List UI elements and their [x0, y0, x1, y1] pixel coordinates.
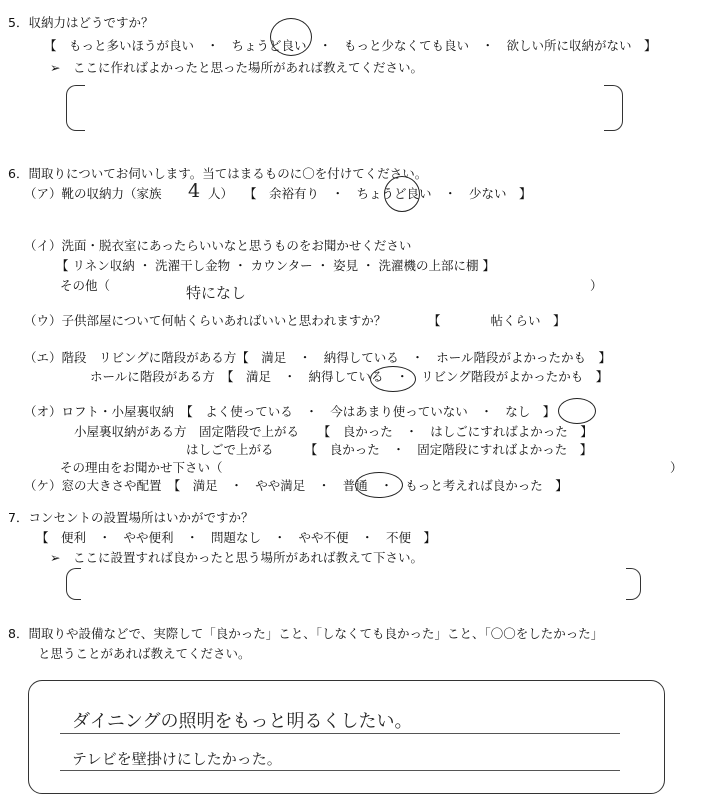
q5-answer-box-right — [604, 85, 623, 131]
q6-o-reason: その理由をお聞かせ下さい（ — [60, 460, 223, 475]
q6-title: 6．間取りについてお伺いします。当てはまるものに〇を付けてください。 — [8, 166, 428, 181]
q6-i-label: （イ）洗面・脱衣室にあったらいいなと思うものをお聞かせください — [24, 238, 412, 253]
q6-a-label: （ア）靴の収納力（家族 — [24, 186, 162, 201]
q6-o-sub2: はしごで上がる 【 良かった ・ 固定階段にすればよかった 】 — [186, 442, 593, 457]
q6-ke-answer-circle — [355, 472, 403, 498]
q6-e-label2: ホールに階段がある方 【 満足 ・ 納得している ・ リビング階段がよかったかも 】 — [90, 369, 609, 384]
q6-o-answer-circle — [558, 398, 596, 424]
q6-i-options: 【 リネン収納 ・ 洗濯干し金物 ・ カウンター ・ 姿見 ・ 洗濯機の上部に棚 】 — [56, 258, 495, 273]
q8-answer-1: ダイニングの照明をもっと明るくしたい。 — [72, 711, 413, 732]
q6-u-options: 【 帖くらい 】 — [428, 313, 566, 328]
q6-o-reason-close: ） — [670, 460, 683, 475]
q5-answer-box-left — [66, 85, 85, 131]
q6-o-sub1: 小屋裏収納がある方 固定階段で上がる 【 良かった ・ はしごにすればよかった 】 — [74, 424, 593, 439]
q6-a-unit: 人） — [208, 186, 234, 201]
q6-o-label: （オ）ロフト・小屋裏収納 【 よく使っている ・ 今はあまり使っていない ・ なし 】 — [24, 404, 556, 419]
q8-answer-line-1 — [60, 733, 620, 734]
q6-u-label: （ウ）子供部屋について何帖くらいあればいいと思われますか？ — [24, 313, 387, 328]
q7-options: 【 便利 ・ やや便利 ・ 問題なし ・ やや不便 ・ 不便 】 — [36, 530, 437, 545]
q8-title2: と思うことがあれば教えてください。 — [38, 646, 251, 661]
q6-i-other-close: ） — [590, 278, 603, 293]
q6-e-label: （エ）階段 リビングに階段がある方【 満足 ・ 納得している ・ ホール階段がよかったかも 】 — [24, 350, 612, 365]
q8-answer-box — [28, 680, 665, 794]
q6-i-other-answer: 特になし — [186, 284, 247, 302]
q5-options: 【 もっと多いほうが良い ・ ちょうど良い ・ もっと少なくても良い ・ 欲しい所に収納がない 】 — [44, 38, 657, 53]
q7-answer-box-right — [626, 568, 641, 600]
q8-title: 8．間取りや設備などで、実際して「良かった」こと、「しなくても良かった」こと、「〇〇をしたかった」 — [8, 626, 604, 641]
q6-a-options: 【 余裕有り ・ ちょうど良い ・ 少ない 】 — [244, 186, 532, 201]
q8-answer-line-2 — [60, 770, 620, 771]
q6-i-other: その他（ — [60, 278, 111, 293]
q5-sub: ➢ ここに作ればよかったと思った場所があれば教えてください。 — [50, 60, 423, 75]
q8-answer-2: テレビを壁掛けにしたかった。 — [72, 750, 282, 768]
q5-title: 5．収納力はどうですか？ — [8, 15, 154, 30]
q6-e-answer-circle — [370, 366, 416, 392]
q6-a-answer-circle — [384, 176, 420, 212]
q7-title: 7．コンセントの設置場所はいかがですか？ — [8, 510, 254, 525]
q6-a-count: 4 — [188, 180, 201, 202]
q7-answer-box-left — [66, 568, 81, 600]
q5-answer-circle — [270, 18, 312, 56]
q7-sub: ➢ ここに設置すれば良かったと思う場所があれば教えて下さい。 — [50, 550, 423, 565]
q6-ke-label: （ケ）窓の大きさや配置 【 満足 ・ やや満足 ・ 普通 ・ もっと考えれば良かった 】 — [24, 478, 568, 493]
